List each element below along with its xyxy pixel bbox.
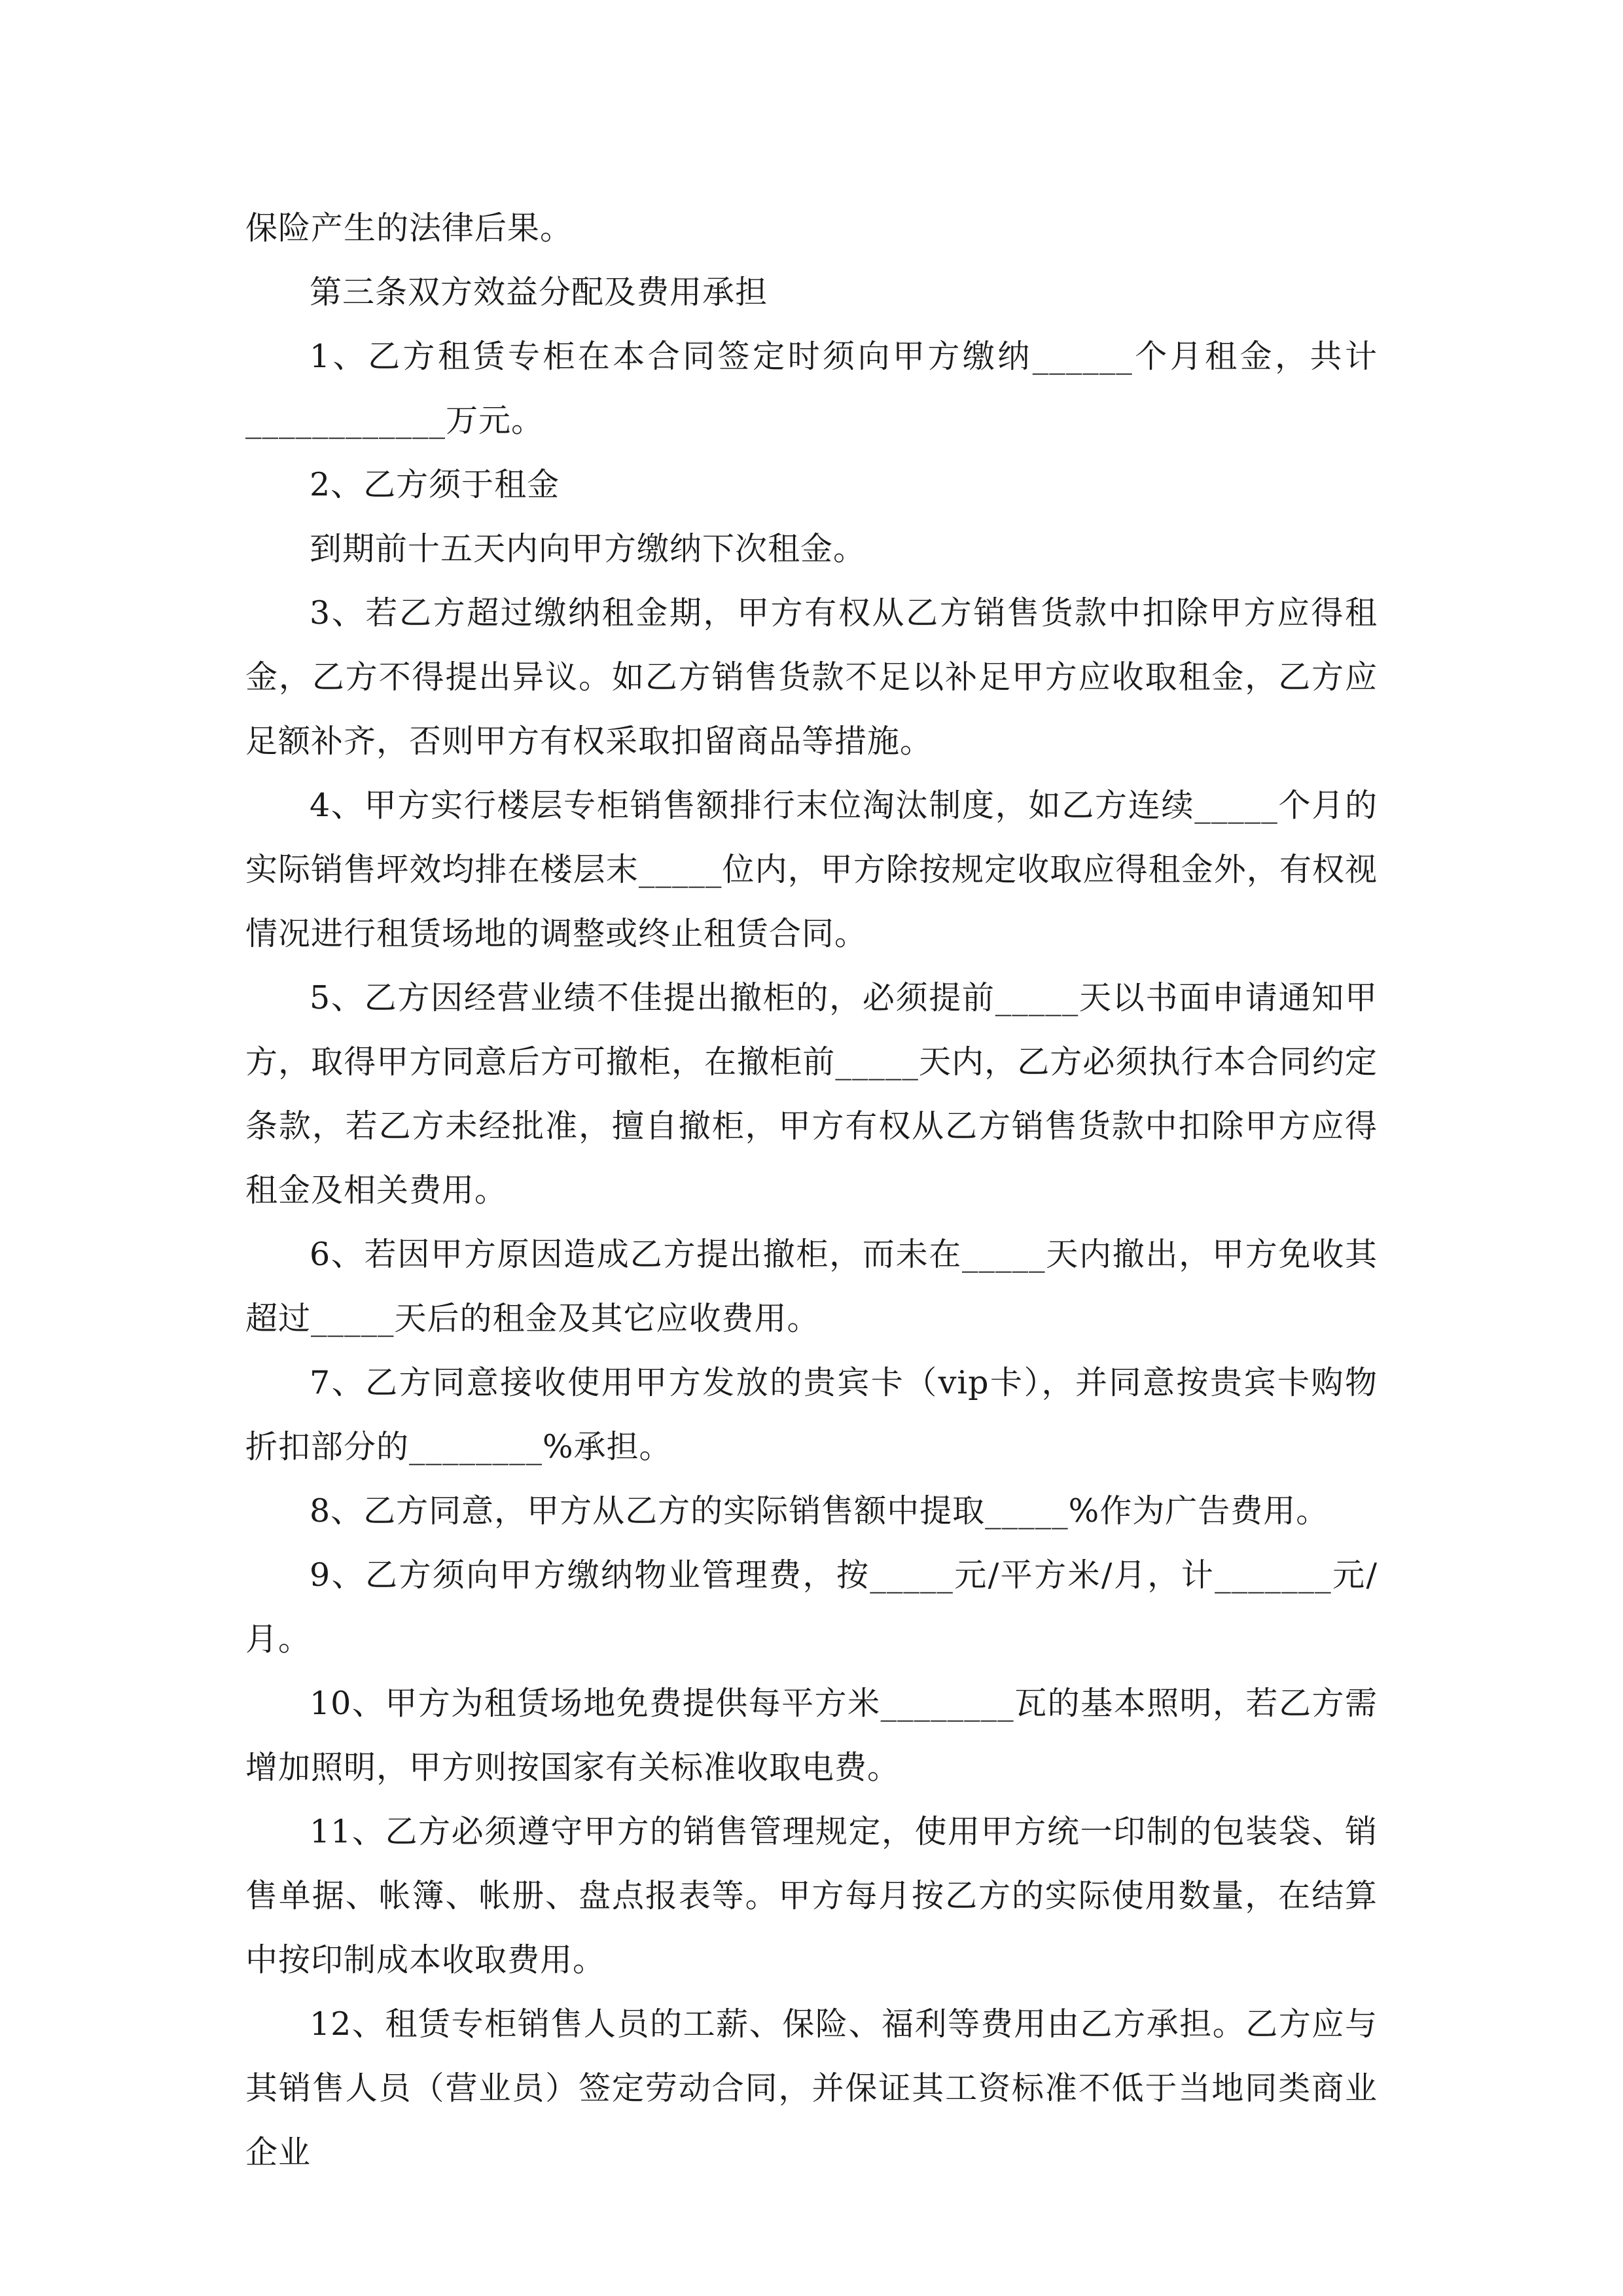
document-body: [245, 196, 1378, 2185]
clause-4: 4、甲方实行楼层专柜销售额排行末位淘汰制度，如乙方连续_____个月的实际销售坪效均排在楼层末_____位内，甲方除按规定收取应得租金外，有权视情况进行租赁场地的调整或终止租赁合同。: [245, 787, 1378, 952]
clause-5: 5、乙方因经营业绩不佳提出撤柜的，必须提前_____天以书面申请通知甲方，取得甲方同意后方可撤柜，在撤柜前_____天内，乙方必须执行本合同约定条款，若乙方未经批准，擅自撤柜，甲方有权从乙方销售货款中扣除甲方应得租金及相关费用。: [245, 979, 1378, 1209]
clause-2-continuation: 到期前十五天内向甲方缴纳下次租金。: [310, 530, 866, 567]
clause-2: 2、乙方须于租金: [310, 466, 560, 503]
clause-7: 7、乙方同意接收使用甲方发放的贵宾卡（vip卡），并同意按贵宾卡购物折扣部分的________%承担。: [245, 1364, 1378, 1465]
clause-10: 10、甲方为租赁场地免费提供每平方米________瓦的基本照明，若乙方需增加照明，甲方则按国家有关标准收取电费。: [245, 1685, 1378, 1786]
clause-9: 9、乙方须向甲方缴纳物业管理费，按_____元/平方米/月，计_______元/月。: [245, 1556, 1378, 1658]
clause-8: 8、乙方同意，甲方从乙方的实际销售额中提取_____%作为广告费用。: [310, 1492, 1329, 1530]
clause-1: 1、乙方租赁专柜在本合同签定时须向甲方缴纳______个月租金，共计____________万元。: [245, 338, 1378, 439]
clause-11: 11、乙方必须遵守甲方的销售管理规定，使用甲方统一印制的包装袋、销售单据、帐簿、帐册、盘点报表等。甲方每月按乙方的实际使用数量，在结算中按印制成本收取费用。: [245, 1813, 1378, 1979]
paragraph-continuation: 保险产生的法律后果。: [245, 209, 573, 247]
article-heading: 第三条双方效益分配及费用承担: [310, 274, 768, 311]
clause-3: 3、若乙方超过缴纳租金期，甲方有权从乙方销售货款中扣除甲方应得租金，乙方不得提出异议。如乙方销售货款不足以补足甲方应收取租金，乙方应足额补齐，否则甲方有权采取扣留商品等措施。: [245, 594, 1378, 760]
clause-6: 6、若因甲方原因造成乙方提出撤柜，而未在_____天内撤出，甲方免收其超过_____天后的租金及其它应收费用。: [245, 1236, 1378, 1337]
clause-12: 12、租赁专柜销售人员的工薪、保险、福利等费用由乙方承担。乙方应与其销售人员（营业员）签定劳动合同，并保证其工资标准不低于当地同类商业企业: [245, 2005, 1378, 2171]
